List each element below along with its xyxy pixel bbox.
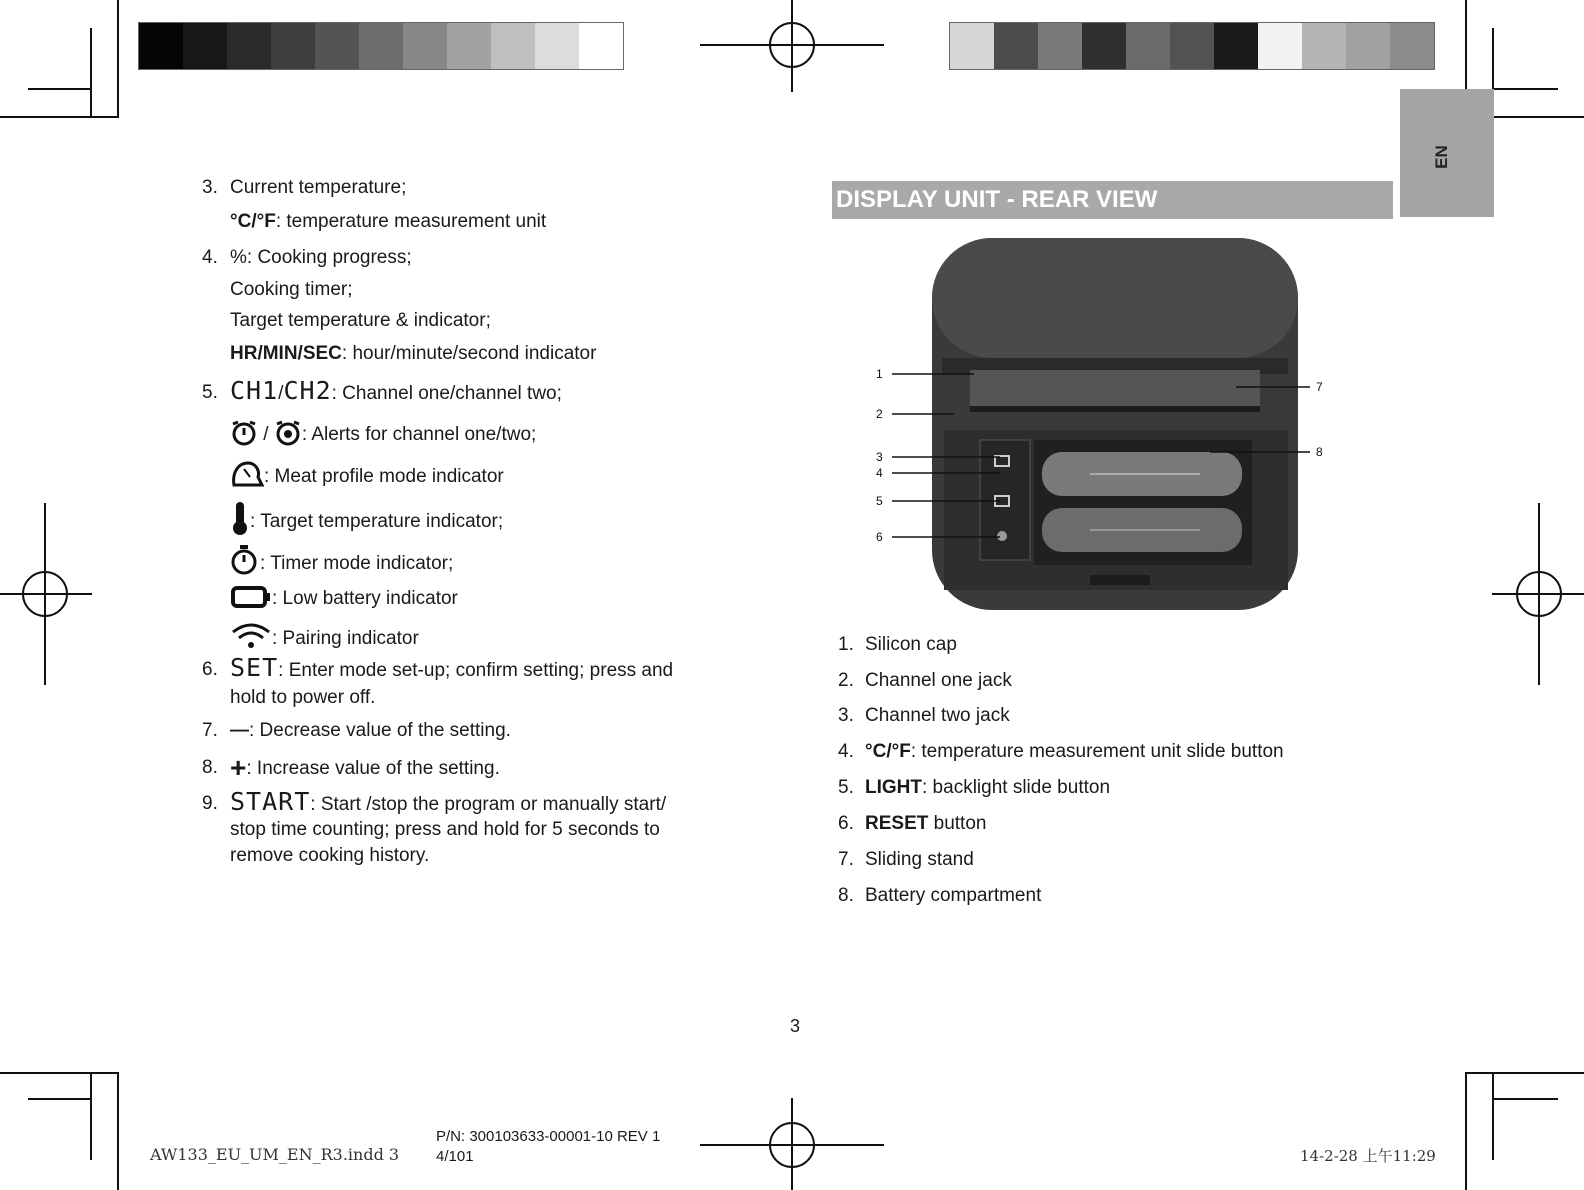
list-item-9-cont2: remove cooking history. <box>230 845 430 866</box>
cooking-timer-text: Cooking timer; <box>230 279 353 300</box>
color-swatch <box>579 23 623 69</box>
color-swatch <box>1082 23 1126 69</box>
footer-part-number: P/N: 300103633-00001-10 REV 1 <box>436 1128 661 1145</box>
wifi-pairing-icon <box>230 622 272 650</box>
color-swatch <box>1390 23 1434 69</box>
color-swatch <box>271 23 315 69</box>
color-swatch <box>183 23 227 69</box>
language-tab-label: EN <box>1431 145 1451 169</box>
color-swatch <box>227 23 271 69</box>
plus-glyph: + <box>230 752 247 783</box>
meat-profile-icon <box>230 459 264 489</box>
color-swatch <box>403 23 447 69</box>
rear-view-diagram <box>870 230 1350 615</box>
footer-filename: AW133_EU_UM_EN_R3.indd 3 <box>150 1145 400 1164</box>
callout-7: 7 <box>1316 380 1323 394</box>
color-swatch <box>1214 23 1258 69</box>
stopwatch-icon <box>230 544 260 576</box>
color-swatch <box>491 23 535 69</box>
list-item-6-cont: hold to power off. <box>230 687 376 708</box>
hr-min-sec-text: HR/MIN/SEC: hour/minute/second indicator <box>230 343 597 364</box>
start-lcd: START <box>230 787 311 816</box>
page-number: 3 <box>790 1016 801 1036</box>
callout-8: 8 <box>1316 445 1323 459</box>
callout-3: 3 <box>876 450 883 464</box>
alarm-clock-icon <box>230 420 258 446</box>
callout-6: 6 <box>876 530 883 544</box>
color-swatch <box>1346 23 1390 69</box>
callout-5: 5 <box>876 494 883 508</box>
set-lcd: SET <box>230 653 279 682</box>
section-header: DISPLAY UNIT - REAR VIEW <box>832 181 1393 219</box>
alarm-clock-2-icon <box>274 420 302 446</box>
callout-2: 2 <box>876 407 883 421</box>
color-swatch <box>1302 23 1346 69</box>
color-swatch <box>447 23 491 69</box>
color-swatch <box>359 23 403 69</box>
target-temperature-text: Target temperature & indicator; <box>230 310 491 331</box>
ch2-lcd: CH2 <box>283 376 332 405</box>
color-swatch <box>535 23 579 69</box>
minus-glyph: — <box>230 720 249 741</box>
color-swatch <box>1038 23 1082 69</box>
callout-4: 4 <box>876 466 883 480</box>
footer-date: 14-2-28 上午11:29 <box>1300 1147 1436 1165</box>
color-swatch <box>315 23 359 69</box>
footer-page-count: 4/101 <box>436 1148 474 1165</box>
color-swatch <box>950 23 994 69</box>
color-swatch <box>1126 23 1170 69</box>
color-swatch <box>994 23 1038 69</box>
callout-1: 1 <box>876 367 883 381</box>
color-swatch <box>1170 23 1214 69</box>
language-tab <box>1400 89 1494 217</box>
color-swatch <box>139 23 183 69</box>
ch1-lcd: CH1 <box>230 376 279 405</box>
thermometer-icon <box>230 500 250 536</box>
battery-icon <box>230 584 272 610</box>
grayscale-color-bar-right <box>949 22 1435 70</box>
color-swatch <box>1258 23 1302 69</box>
list-item-9-cont1: stop time counting; press and hold for 5 seconds to <box>230 819 660 840</box>
grayscale-color-bar-left <box>138 22 624 70</box>
